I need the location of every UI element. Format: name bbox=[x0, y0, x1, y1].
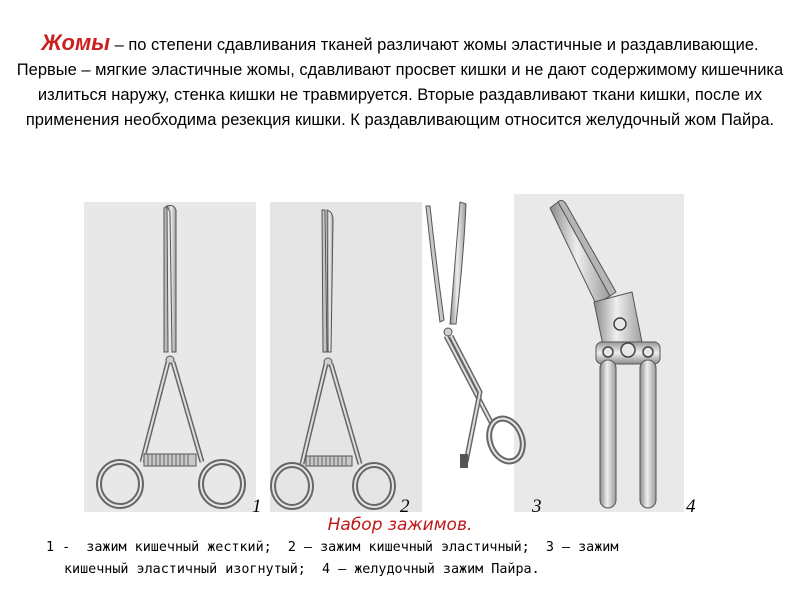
intro-text: – по степени сдавливания тканей различают жомы эластичные и раздавливающие. Первые – мягкие эластичные жомы, сдавливают просвет кишки и не дают содержимому кишечника излиться наружу, стенка кишки не травмируется. Вторые раздавливают ткани кишки, после их применения необходима резекция кишки. К раздавливающим относится желудочный жом Пайра. bbox=[16, 36, 784, 129]
caption-title: Набор зажимов. bbox=[327, 515, 473, 535]
clamps-figure bbox=[84, 192, 724, 518]
intro-term: Жомы bbox=[41, 30, 111, 55]
clamp-2-number: 2 bbox=[400, 496, 410, 517]
clamp-1-number: 1 bbox=[252, 496, 262, 517]
caption-line-1: 1 - зажим кишечный жесткий; 2 – зажим кишечный эластичный; 3 – зажим bbox=[46, 540, 619, 555]
curved-elastic-intestinal-clamp-icon bbox=[426, 202, 529, 468]
caption-line-2: кишечный эластичный изогнутый; 4 – желудочный зажим Пайра. bbox=[64, 562, 540, 577]
intro-paragraph bbox=[14, 30, 786, 133]
clamps-illustration bbox=[84, 192, 724, 518]
clamp-4-number: 4 bbox=[686, 496, 696, 517]
clamp-3-number: 3 bbox=[532, 496, 542, 517]
